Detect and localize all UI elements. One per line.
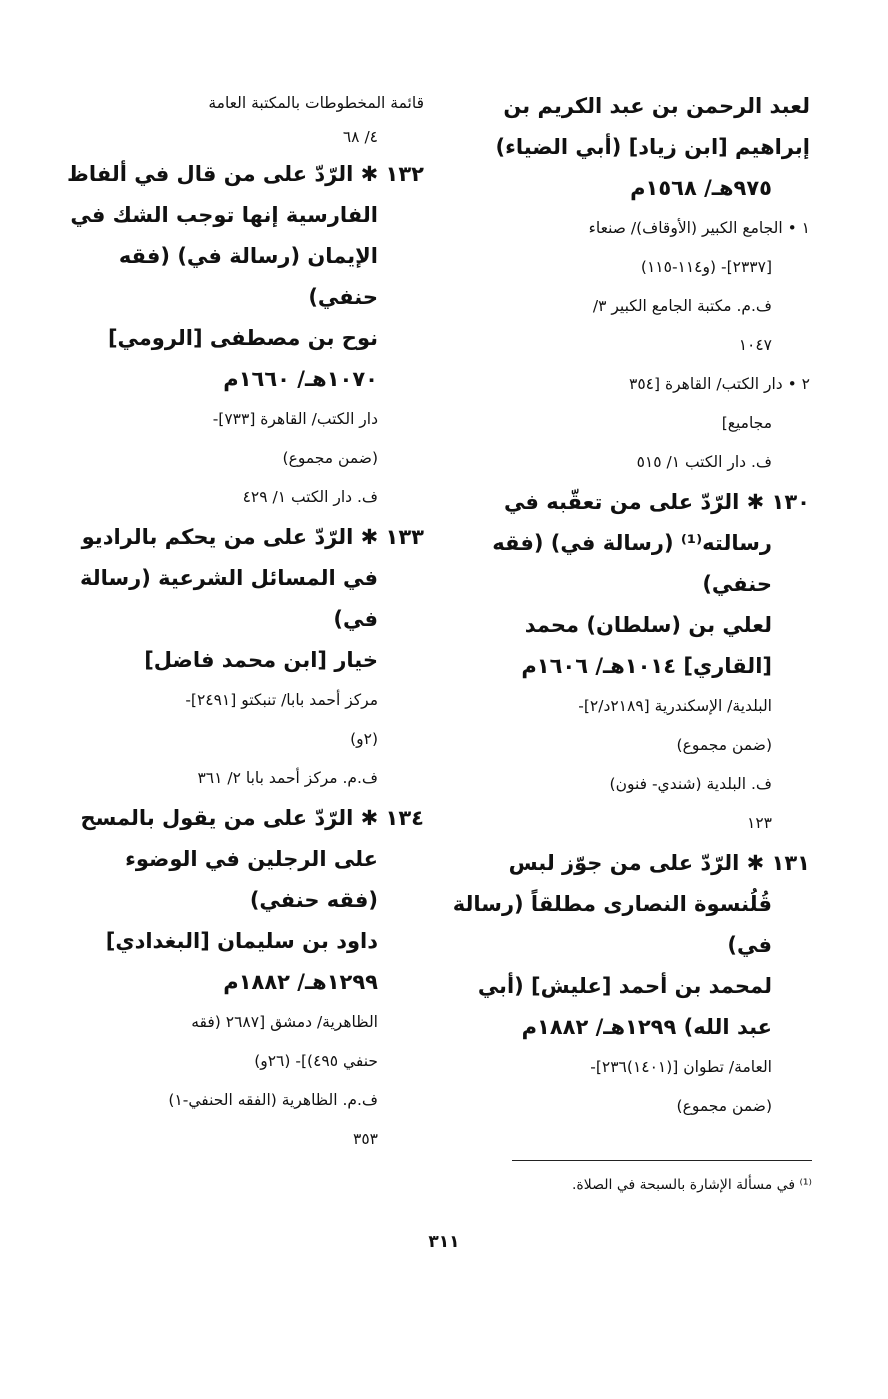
entry-title: في المسائل الشرعية (رسالة — [80, 566, 378, 590]
copy-entry: مركز أحمد بابا/ تنبكتو [٢٤٩١]- — [185, 691, 378, 709]
author-dates: [القاري] ١٠١٤هـ/ ١٦٠٦م — [521, 654, 772, 678]
copy-entry: حنفي ٤٩٥)]- (٢٦و) — [254, 1052, 378, 1070]
entry-title: ١٣١ ✱ الرّدّ على من جوّز لبس — [508, 851, 810, 875]
microfilm-ref: ف. دار الكتب ١/ ٥١٥ — [636, 453, 772, 471]
page-number: ٣١١ — [428, 1232, 460, 1252]
copy-entry: (ضمن مجموع) — [676, 736, 772, 754]
entry-title: رسالته⁽¹⁾ (رسالة في) (فقه — [492, 531, 772, 555]
microfilm-ref: ف.م. الظاهرية (الفقه الحنفي-١) — [168, 1091, 378, 1109]
entry-title: في) — [727, 933, 772, 957]
author-dates: عبد الله) ١٢٩٩هـ/ ١٨٨٢م — [521, 1015, 772, 1039]
entry-title: على الرجلين في الوضوء — [125, 847, 378, 871]
microfilm-ref: ف.م. مكتبة الجامع الكبير ٣/ — [592, 297, 772, 315]
copy-entry: مجاميع] — [721, 414, 772, 432]
copy-entry: ٢ • دار الكتب/ القاهرة [٣٥٤ — [629, 375, 810, 393]
author-dates: ١٠٧٠هـ/ ١٦٦٠م — [223, 367, 378, 391]
microfilm-ref: ف. دار الكتب ١/ ٤٢٩ — [242, 488, 378, 506]
left-column — [67, 86, 424, 1159]
entry-title: الفارسية إنها توجب الشك في — [70, 203, 378, 227]
microfilm-ref: ١٢٣ — [747, 814, 772, 832]
microfilm-ref: ف. البلدية (شندي- فنون) — [609, 775, 772, 793]
entry-title: ١٣٠ ✱ الرّدّ على من تعقّبه في — [503, 490, 810, 514]
entry-title: (فقه حنفي) — [249, 888, 378, 912]
author-line: نوح بن مصطفى [الرومي] — [107, 326, 378, 350]
microfilm-ref: ١٠٤٧ — [738, 336, 772, 354]
entry-title: ١٣٤ ✱ الرّدّ على من يقول بالمسح — [80, 806, 424, 830]
running-header: قائمة المخطوطات بالمكتبة العامة — [208, 94, 424, 112]
footnote: ⁽¹⁾ في مسألة الإشارة بالسبحة في الصلاة. — [571, 1177, 812, 1193]
author-line: لمحمد بن أحمد [عليش] (أبي — [477, 974, 772, 998]
microfilm-ref: ف.م. مركز أحمد بابا ٢/ ٣٦١ — [197, 769, 378, 787]
entry-title: في) — [333, 607, 378, 631]
entry-title: ١٣٣ ✱ الرّدّ على من يحكم بالراديو — [81, 525, 424, 549]
right-column — [452, 86, 810, 1126]
copy-entry: البلدية/ الإسكندرية [٢١٨٩د/٢]- — [578, 697, 772, 715]
entry-title: ١٣٢ ✱ الرّدّ على من قال في ألفاظ — [67, 162, 424, 186]
copy-entry: العامة/ تطوان [(١٤٠١)٢٣٦]- — [590, 1058, 772, 1076]
author-line: لعبد الرحمن بن عبد الكريم بن — [503, 94, 810, 118]
author-line: داود بن سليمان [البغدادي] — [105, 929, 378, 953]
entry-title: قُلُنسوة النصارى مطلقاً (رسالة — [452, 892, 772, 916]
author-line: خيار [ابن محمد فاضل] — [144, 648, 378, 672]
author-line: لعلي بن (سلطان) محمد — [524, 613, 772, 637]
entry-title: الإيمان (رسالة في) (فقه — [118, 244, 378, 268]
author-line: إبراهيم [ابن زياد] (أبي الضياء) — [495, 135, 810, 159]
author-dates: ١٢٩٩هـ/ ١٨٨٢م — [223, 970, 378, 994]
footnote-divider — [512, 1160, 812, 1161]
author-dates: ٩٧٥هـ/ ١٥٦٨م — [630, 176, 772, 200]
copy-entry: (ضمن مجموع) — [282, 449, 378, 467]
copy-entry: (٢و) — [350, 730, 378, 748]
copy-entry: (ضمن مجموع) — [676, 1097, 772, 1115]
copy-entry: [٢٣٣٧]- (و١١٤-١١٥) — [640, 258, 772, 276]
running-header-page: ٤/ ٦٨ — [342, 128, 378, 146]
copy-entry: ١ • الجامع الكبير (الأوقاف)/ صنعاء — [588, 219, 810, 237]
entry-title: حنفي) — [308, 285, 378, 309]
copy-entry: الظاهرية/ دمشق [٢٦٨٧ (فقه — [191, 1013, 378, 1031]
entry-title: حنفي) — [702, 572, 772, 596]
microfilm-ref: ٣٥٣ — [353, 1130, 378, 1148]
copy-entry: دار الكتب/ القاهرة [٧٣٣]- — [212, 410, 378, 428]
